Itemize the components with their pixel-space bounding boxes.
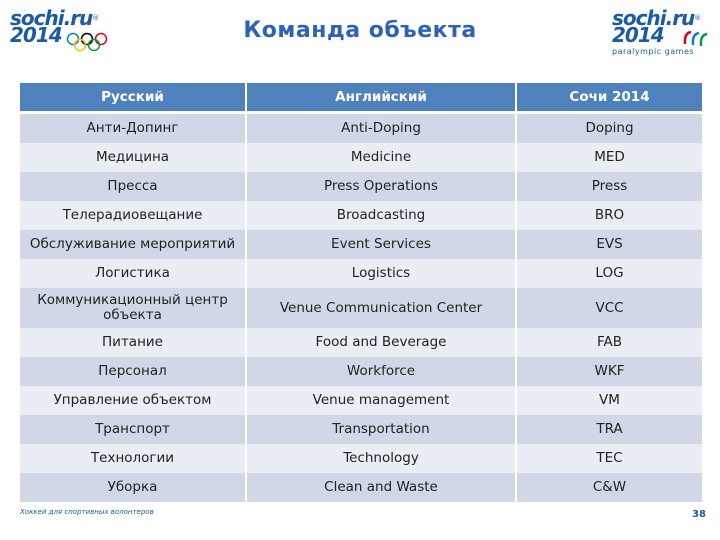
cell-english: Medicine — [247, 143, 517, 172]
cell-code: Doping — [517, 114, 702, 143]
table-row — [20, 172, 702, 201]
cell-russian: Анти-Допинг — [20, 114, 247, 143]
cell-code: C&W — [517, 473, 702, 502]
cell-code: VM — [517, 386, 702, 415]
logo-wordmark: sochi.ru® 2014 — [10, 6, 99, 47]
cell-english: Event Services — [247, 230, 517, 259]
table-row — [20, 415, 702, 444]
cell-english: Clean and Waste — [247, 473, 517, 502]
cell-russian: Управление объектом — [20, 386, 247, 415]
table-row — [20, 201, 702, 230]
cell-english: Anti-Doping — [247, 114, 517, 143]
column-header-russian: Русский — [20, 83, 247, 114]
paralympic-games-label: paralympic games — [612, 47, 695, 56]
logo-right-line1: sochi.ru — [612, 6, 695, 30]
column-header-english: Английский — [247, 83, 517, 114]
cell-english: Venue management — [247, 386, 517, 415]
cell-code: VCC — [517, 288, 702, 328]
cell-code: FAB — [517, 328, 702, 357]
logo-line1: sochi.ru — [10, 6, 93, 30]
cell-english: Technology — [247, 444, 517, 473]
cell-english: Press Operations — [247, 172, 517, 201]
cell-code: Press — [517, 172, 702, 201]
cell-code: LOG — [517, 259, 702, 288]
cell-code: TRA — [517, 415, 702, 444]
table-header-row — [20, 83, 702, 114]
cell-english: Food and Beverage — [247, 328, 517, 357]
table-row — [20, 114, 702, 143]
cell-english: Logistics — [247, 259, 517, 288]
logo-right-line2: 2014 — [612, 23, 664, 47]
cell-code: MED — [517, 143, 702, 172]
cell-code: WKF — [517, 357, 702, 386]
cell-english: Transportation — [247, 415, 517, 444]
cell-russian: Персонал — [20, 357, 247, 386]
table-row — [20, 230, 702, 259]
cell-russian: Питание — [20, 328, 247, 357]
table-row — [20, 444, 702, 473]
cell-code: EVS — [517, 230, 702, 259]
terminology-table — [20, 83, 702, 502]
page-title: Команда объекта — [243, 18, 477, 43]
cell-code: BRO — [517, 201, 702, 230]
cell-russian: Коммуникационный центр объекта — [20, 288, 247, 328]
cell-russian: Пресса — [20, 172, 247, 201]
cell-russian: Уборка — [20, 473, 247, 502]
table-row — [20, 143, 702, 172]
table-row — [20, 473, 702, 502]
column-header-sochi2014: Сочи 2014 — [517, 83, 702, 114]
logo-wordmark-right: sochi.ru® 2014 — [612, 6, 701, 47]
logo-line2: 2014 — [10, 23, 62, 47]
footer-note: Хоккей для спортивных волонтеров — [20, 508, 154, 516]
cell-english: Broadcasting — [247, 201, 517, 230]
cell-russian: Обслуживание мероприятий — [20, 230, 247, 259]
table-row — [20, 386, 702, 415]
table-row — [20, 259, 702, 288]
cell-russian: Логистика — [20, 259, 247, 288]
cell-russian: Технологии — [20, 444, 247, 473]
cell-code: TEC — [517, 444, 702, 473]
paralympic-agitos-icon — [682, 28, 710, 48]
cell-russian: Медицина — [20, 143, 247, 172]
sochi-2014-paralympic-logo — [612, 6, 712, 64]
table-row — [20, 288, 702, 328]
table-row — [20, 357, 702, 386]
page-number: 38 — [692, 509, 706, 520]
cell-russian: Транспорт — [20, 415, 247, 444]
cell-english: Venue Communication Center — [247, 288, 517, 328]
table-row — [20, 328, 702, 357]
cell-russian: Телерадиовещание — [20, 201, 247, 230]
cell-english: Workforce — [247, 357, 517, 386]
